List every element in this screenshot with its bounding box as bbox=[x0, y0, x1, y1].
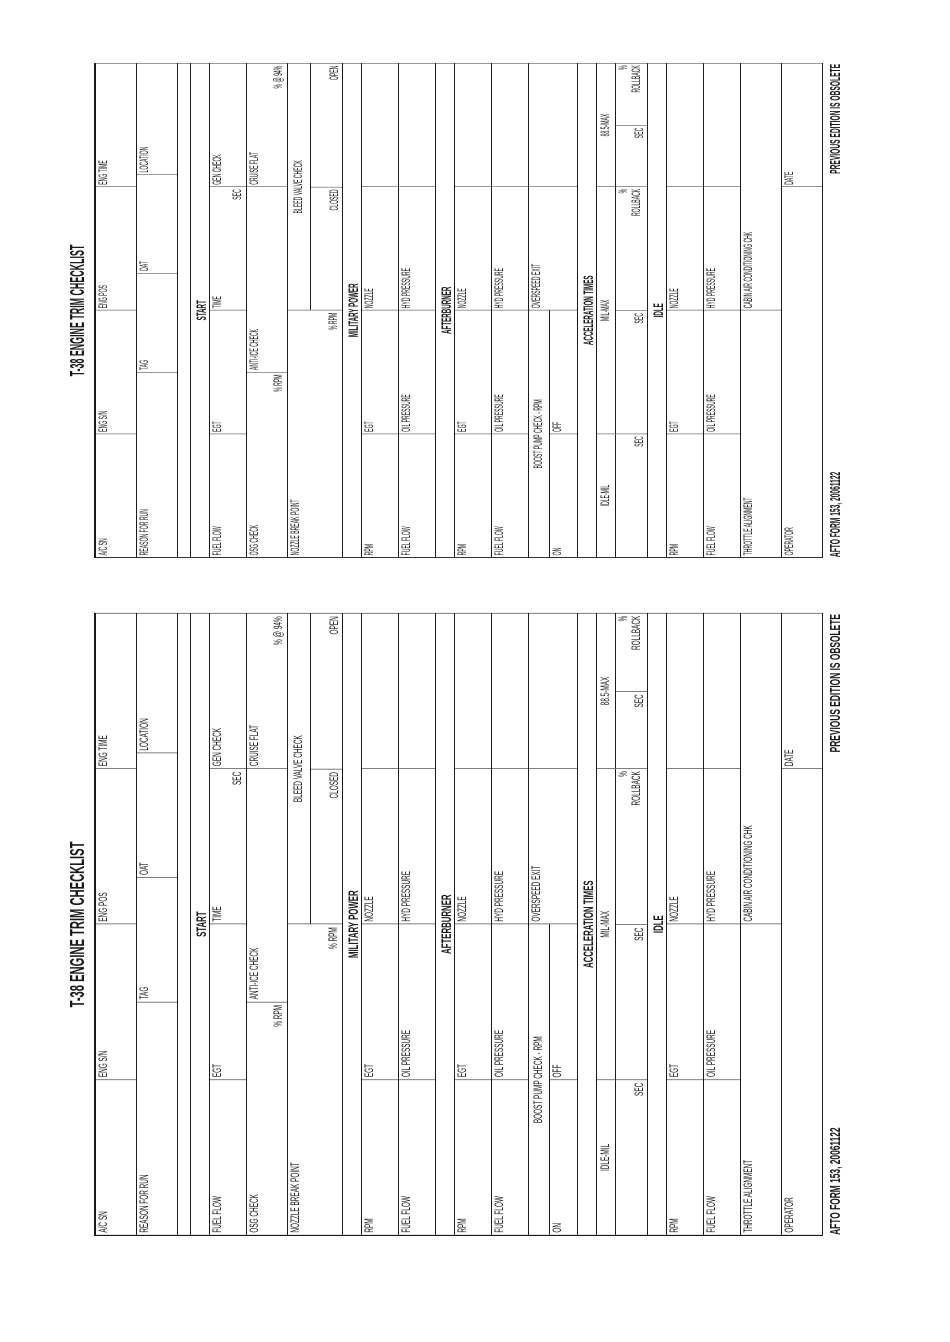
mil-hyd-pressure-field[interactable]: HYD PRESSURE bbox=[399, 187, 435, 311]
idle-mil-sec-field[interactable]: SEC bbox=[634, 436, 646, 447]
reason-for-run-field[interactable]: REASON FOR RUN bbox=[137, 1002, 177, 1235]
obsolete-notice: PREVIOUS EDITION IS OBSOLETE bbox=[827, 614, 844, 753]
ac-sn-field[interactable]: A/C SN bbox=[96, 1079, 136, 1234]
mil-max-group: MIL-MAX SEC % ROLLBACK bbox=[597, 187, 647, 434]
anti-ice-check-field[interactable]: ANTI-ICE CHECK bbox=[247, 187, 287, 372]
oat-field[interactable]: OAT bbox=[137, 753, 177, 877]
osg-check-field[interactable]: OSG CHECK % RPM bbox=[247, 372, 287, 557]
mil-max-rollback-field[interactable]: % ROLLBACK bbox=[618, 771, 643, 806]
mil-nozzle-field[interactable]: NOZZLE bbox=[362, 187, 398, 311]
ab-fuel-flow-field[interactable]: FUEL FLOW bbox=[492, 434, 528, 558]
idle-oil-pressure-field[interactable]: OIL PRESSURE bbox=[704, 924, 740, 1079]
operator-field[interactable]: OPERATOR bbox=[782, 768, 822, 1234]
section-start: START bbox=[191, 613, 209, 1235]
start-egt-field[interactable]: EGT bbox=[210, 310, 246, 434]
form-number: AFTO FORM 153, 20061122 bbox=[827, 1127, 844, 1235]
overspeed-empty-cell[interactable] bbox=[529, 613, 577, 768]
max-rollback-field[interactable]: % ROLLBACK bbox=[618, 615, 643, 651]
section-afterburner: AFTERBURNER bbox=[436, 63, 454, 557]
oat-field[interactable]: OAT bbox=[137, 174, 177, 273]
nozzle-break-point-field[interactable]: NOZZLE BREAK POINT % RPM bbox=[288, 310, 342, 557]
ab-empty-cell[interactable] bbox=[492, 613, 528, 768]
idle-fuel-flow-field[interactable]: FUEL FLOW bbox=[704, 434, 740, 558]
overspeed-empty-cell[interactable] bbox=[529, 63, 577, 187]
ab-nozzle-field[interactable]: NOZZLE bbox=[455, 187, 491, 311]
obsolete-notice: PREVIOUS EDITION IS OBSOLETE bbox=[827, 63, 844, 174]
ab-rpm-field[interactable]: RPM bbox=[455, 434, 491, 558]
idle-nozzle-field[interactable]: NOZZLE bbox=[667, 187, 703, 311]
mil-nozzle-field[interactable]: NOZZLE bbox=[362, 768, 398, 923]
mil-egt-field[interactable]: EGT bbox=[362, 924, 398, 1079]
eng-pos-field[interactable]: ENG POS bbox=[96, 187, 136, 311]
ac-sn-field[interactable]: A/C SN bbox=[96, 434, 136, 558]
date-field[interactable]: DATE bbox=[782, 63, 822, 187]
eng-time-field[interactable]: ENG TIME bbox=[96, 63, 136, 187]
mil-oil-pressure-field[interactable]: OIL PRESSURE bbox=[399, 310, 435, 434]
gen-check-field[interactable]: GEN CHECK bbox=[210, 63, 246, 187]
eng-time-field[interactable]: ENG TIME bbox=[96, 613, 136, 768]
boost-on-field[interactable]: ON bbox=[550, 1080, 577, 1235]
max-rollback-field[interactable]: % ROLLBACK bbox=[618, 65, 643, 93]
osg-check-field[interactable]: OSG CHECK % RPM bbox=[247, 1002, 287, 1235]
eng-sn-field[interactable]: ENG S/N bbox=[96, 924, 136, 1079]
mil-fuel-flow-field[interactable]: FUEL FLOW bbox=[399, 1079, 435, 1234]
start-fuel-flow-field[interactable]: FUEL FLOW bbox=[210, 1079, 246, 1234]
boost-pump-check-label: BOOST PUMP CHECK - RPM bbox=[529, 924, 550, 1234]
idle-mil-group: IDLE-MIL SEC bbox=[597, 434, 647, 558]
section-acceleration-times: ACCELERATION TIMES bbox=[578, 63, 596, 557]
section-idle: IDLE bbox=[648, 613, 666, 1235]
idle-egt-field[interactable]: EGT bbox=[667, 924, 703, 1079]
checklist-form-right bbox=[62, 63, 844, 558]
mil-empty-cell[interactable] bbox=[362, 63, 398, 187]
start-time-field[interactable]: TIME SEC bbox=[210, 187, 246, 311]
section-idle: IDLE bbox=[648, 63, 666, 557]
cruise-flat-field[interactable]: CRUISE FLAT % @ 94% bbox=[247, 613, 287, 768]
ab-oil-pressure-field[interactable]: OIL PRESSURE bbox=[492, 310, 528, 434]
section-military-power: MILITARY POWER bbox=[343, 613, 361, 1235]
idle-nozzle-field[interactable]: NOZZLE bbox=[667, 768, 703, 923]
tag-field[interactable]: TAG bbox=[137, 273, 177, 372]
ab-empty-cell[interactable] bbox=[492, 63, 528, 187]
max-group: 88.5-MAX SEC % ROLLBACK bbox=[597, 63, 647, 187]
idle-oil-pressure-field[interactable]: OIL PRESSURE bbox=[704, 310, 740, 434]
max-sec-field[interactable]: SEC bbox=[616, 691, 647, 768]
throttle-alignment-field[interactable]: THROTTLE ALIGNMENT bbox=[741, 924, 781, 1235]
idle-hyd-pressure-field[interactable]: HYD PRESSURE bbox=[704, 187, 740, 311]
bleed-valve-group bbox=[288, 63, 342, 310]
boost-pump-group bbox=[529, 924, 577, 1235]
bleed-open-field[interactable]: OPEN bbox=[329, 65, 341, 81]
eng-pos-field[interactable]: ENG POS bbox=[96, 768, 136, 923]
ab-fuel-flow-field[interactable]: FUEL FLOW bbox=[492, 1079, 528, 1234]
form-grid bbox=[94, 613, 823, 1236]
mil-empty-cell[interactable] bbox=[399, 63, 435, 187]
location-field[interactable]: LOCATION bbox=[137, 63, 177, 174]
idle-fuel-flow-field[interactable]: FUEL FLOW bbox=[704, 1079, 740, 1234]
mil-max-sec-field[interactable]: SEC bbox=[616, 310, 647, 433]
form-footer bbox=[823, 613, 844, 1236]
mil-max-sec-field[interactable]: SEC bbox=[616, 924, 647, 1079]
overspeed-exit-field[interactable]: OVERSPEED EXIT bbox=[529, 187, 577, 311]
idle-empty-cell[interactable] bbox=[667, 63, 703, 187]
idle-hyd-pressure-field[interactable]: HYD PRESSURE bbox=[704, 768, 740, 923]
ab-hyd-pressure-field[interactable]: HYD PRESSURE bbox=[492, 187, 528, 311]
form-title: T-38 ENGINE TRIM CHECKLIST bbox=[67, 244, 89, 377]
ab-egt-field[interactable]: EGT bbox=[455, 924, 491, 1079]
boost-pump-check-label: BOOST PUMP CHECK - RPM bbox=[529, 311, 550, 558]
cabin-air-field[interactable]: CABIN AIR CONDITIONING CHK bbox=[741, 613, 781, 924]
throttle-alignment-field[interactable]: THROTTLE ALIGNMENT bbox=[741, 310, 781, 557]
idle-empty-cell[interactable] bbox=[667, 613, 703, 768]
gen-check-field[interactable]: GEN CHECK bbox=[210, 613, 246, 768]
ab-egt-field[interactable]: EGT bbox=[455, 310, 491, 434]
bleed-open-field[interactable]: OPEN bbox=[329, 616, 341, 635]
spacer bbox=[178, 63, 190, 557]
mil-max-group: MIL-MAX SEC % ROLLBACK bbox=[597, 768, 647, 1079]
nozzle-break-point-field[interactable]: NOZZLE BREAK POINT % RPM bbox=[288, 924, 342, 1235]
idle-rpm-field[interactable]: RPM bbox=[667, 434, 703, 558]
mil-empty-cell[interactable] bbox=[399, 613, 435, 768]
eng-sn-field[interactable]: ENG S/N bbox=[96, 310, 136, 434]
tag-field[interactable]: TAG bbox=[137, 877, 177, 1001]
idle-empty-cell[interactable] bbox=[704, 63, 740, 187]
cruise-flat-field[interactable]: CRUISE FLAT % @ 94% bbox=[247, 63, 287, 187]
boost-on-field[interactable]: ON bbox=[550, 434, 577, 557]
section-afterburner: AFTERBURNER bbox=[436, 613, 454, 1235]
bleed-valve-check-label: BLEED VALVE CHECK bbox=[288, 613, 311, 923]
idle-rpm-field[interactable]: RPM bbox=[667, 1079, 703, 1234]
max-sec-field[interactable]: SEC bbox=[616, 125, 647, 187]
bleed-closed-field[interactable]: CLOSED bbox=[311, 187, 342, 310]
section-acceleration-times: ACCELERATION TIMES bbox=[578, 613, 596, 1235]
idle-egt-field[interactable]: EGT bbox=[667, 310, 703, 434]
mil-fuel-flow-field[interactable]: FUEL FLOW bbox=[399, 434, 435, 558]
anti-ice-check-field[interactable]: ANTI-ICE CHECK bbox=[247, 768, 287, 1001]
checklist-form-left bbox=[62, 613, 844, 1236]
mil-max-rollback-field[interactable]: % ROLLBACK bbox=[618, 188, 643, 217]
section-military-power: MILITARY POWER bbox=[343, 63, 361, 557]
start-time-field[interactable]: TIME SEC bbox=[210, 768, 246, 923]
location-field[interactable]: LOCATION bbox=[137, 613, 177, 753]
max-group: 88.5-MAX SEC % ROLLBACK bbox=[597, 613, 647, 768]
spacer bbox=[178, 613, 190, 1235]
form-title: T-38 ENGINE TRIM CHECKLIST bbox=[67, 841, 89, 1008]
ab-nozzle-field[interactable]: NOZZLE bbox=[455, 768, 491, 923]
mil-hyd-pressure-field[interactable]: HYD PRESSURE bbox=[399, 768, 435, 923]
cabin-air-field[interactable]: CABIN AIR CONDITIONING CHK bbox=[741, 63, 781, 310]
date-field[interactable]: DATE bbox=[782, 613, 822, 768]
ab-hyd-pressure-field[interactable]: HYD PRESSURE bbox=[492, 768, 528, 923]
boost-pump-group bbox=[529, 310, 577, 557]
overspeed-exit-field[interactable]: OVERSPEED EXIT bbox=[529, 768, 577, 923]
ab-oil-pressure-field[interactable]: OIL PRESSURE bbox=[492, 924, 528, 1079]
ab-empty-cell[interactable] bbox=[455, 63, 491, 187]
ab-empty-cell[interactable] bbox=[455, 613, 491, 768]
start-egt-field[interactable]: EGT bbox=[210, 924, 246, 1079]
boost-off-field[interactable]: OFF bbox=[552, 421, 564, 433]
mil-rpm-field[interactable]: RPM bbox=[362, 1079, 398, 1234]
operator-field[interactable]: OPERATOR bbox=[782, 187, 822, 558]
mil-egt-field[interactable]: EGT bbox=[362, 310, 398, 434]
idle-empty-cell[interactable] bbox=[704, 613, 740, 768]
reason-for-run-field[interactable]: REASON FOR RUN bbox=[137, 372, 177, 557]
form-grid bbox=[94, 63, 823, 558]
mil-rpm-field[interactable]: RPM bbox=[362, 434, 398, 558]
bleed-closed-field[interactable]: CLOSED bbox=[311, 769, 342, 924]
ab-rpm-field[interactable]: RPM bbox=[455, 1079, 491, 1234]
form-number: AFTO FORM 153, 20061122 bbox=[827, 471, 844, 558]
form-footer bbox=[823, 63, 844, 558]
idle-mil-sec-field[interactable]: SEC bbox=[634, 1082, 646, 1096]
boost-off-field[interactable]: OFF bbox=[552, 1064, 564, 1078]
idle-mil-group: IDLE-MIL SEC bbox=[597, 1079, 647, 1234]
section-start: START bbox=[191, 63, 209, 557]
mil-empty-cell[interactable] bbox=[362, 613, 398, 768]
bleed-valve-check-label: BLEED VALVE CHECK bbox=[288, 63, 311, 310]
mil-oil-pressure-field[interactable]: OIL PRESSURE bbox=[399, 924, 435, 1079]
bleed-valve-group bbox=[288, 613, 342, 924]
start-fuel-flow-field[interactable]: FUEL FLOW bbox=[210, 434, 246, 558]
